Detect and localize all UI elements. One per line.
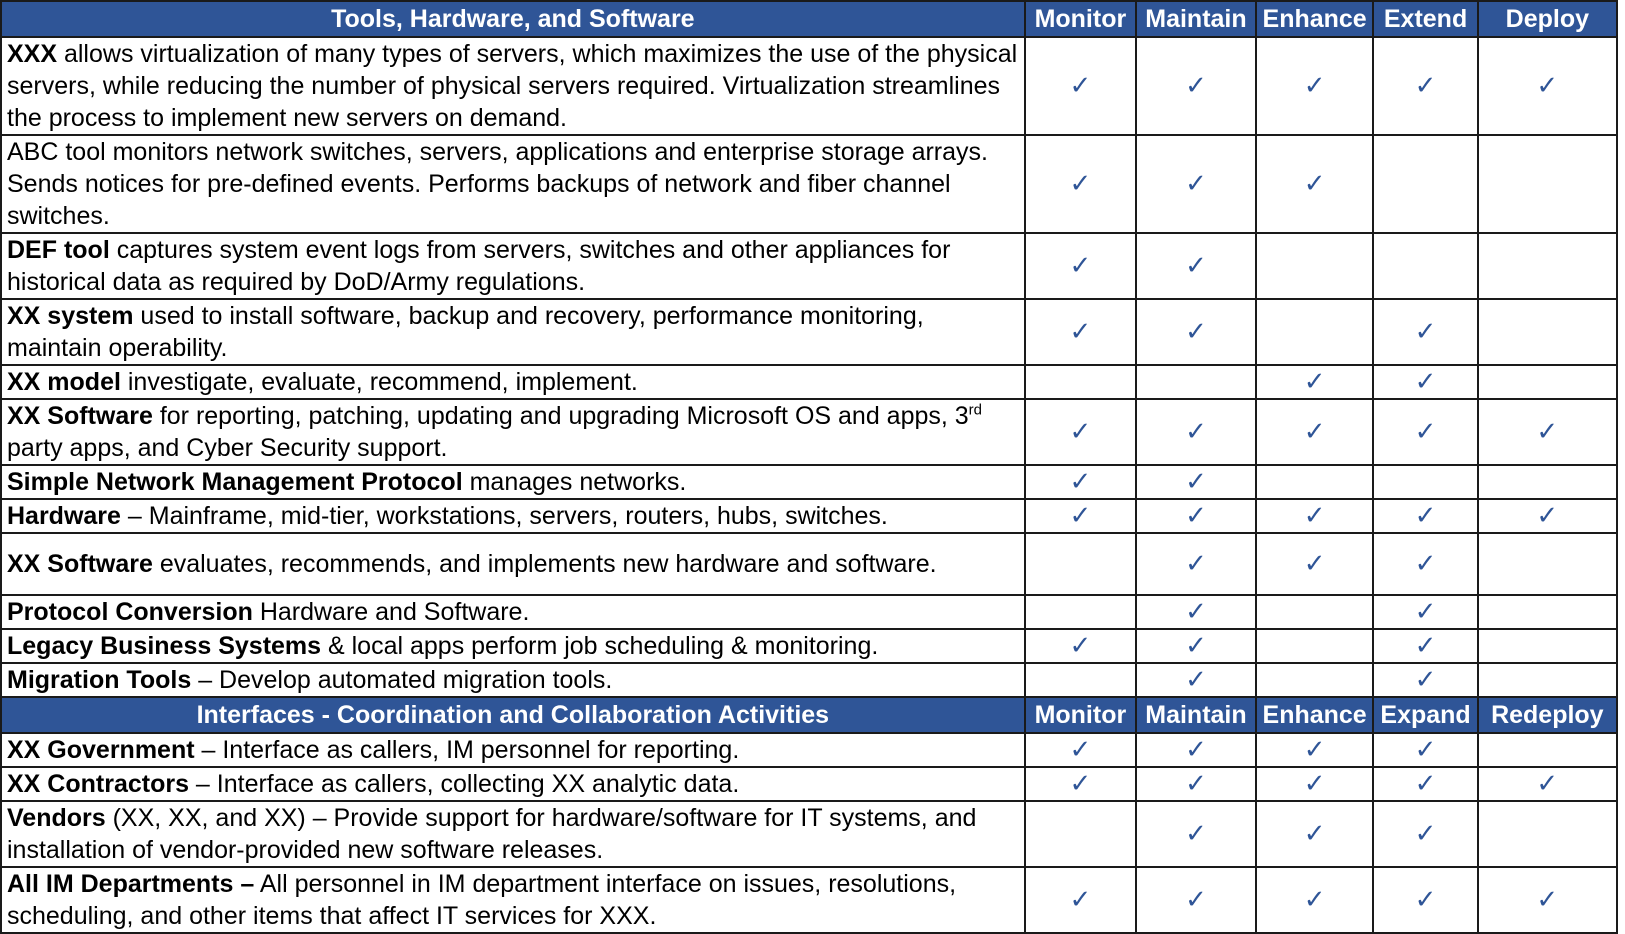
checkmark-icon: ✓ bbox=[1414, 735, 1437, 765]
table-row bbox=[1, 365, 1617, 399]
cell-monitor bbox=[1025, 595, 1136, 629]
cell-maintain bbox=[1136, 867, 1256, 933]
column-header-deploy: Deploy bbox=[1478, 1, 1617, 37]
checkmark-icon: ✓ bbox=[1414, 597, 1437, 627]
row-text: – Interface as callers, IM personnel for reporting. bbox=[194, 736, 740, 764]
row-superscript: rd bbox=[968, 401, 983, 419]
checkmark-icon: ✓ bbox=[1536, 885, 1559, 915]
row-lead: Legacy Business Systems bbox=[7, 632, 322, 660]
cell-expand bbox=[1373, 733, 1477, 767]
cell-monitor bbox=[1025, 37, 1136, 135]
cell-maintain bbox=[1136, 365, 1256, 399]
table-row bbox=[1, 499, 1617, 533]
section-title: Tools, Hardware, and Software bbox=[1, 1, 1025, 37]
checkmark-icon: ✓ bbox=[1414, 769, 1437, 799]
row-description bbox=[1, 299, 1025, 365]
cell-extend bbox=[1373, 135, 1477, 233]
cell-extend bbox=[1373, 299, 1477, 365]
checkmark-icon: ✓ bbox=[1069, 71, 1092, 101]
cell-monitor bbox=[1025, 299, 1136, 365]
row-description bbox=[1, 399, 1025, 465]
checkmark-icon: ✓ bbox=[1414, 819, 1437, 849]
column-header-redeploy: Redeploy bbox=[1478, 697, 1617, 733]
cell-enhance bbox=[1256, 399, 1374, 465]
cell-extend bbox=[1373, 629, 1477, 663]
checkmark-icon: ✓ bbox=[1069, 417, 1092, 447]
row-description bbox=[1, 801, 1025, 867]
checkmark-icon: ✓ bbox=[1303, 417, 1326, 447]
checkmark-icon: ✓ bbox=[1303, 769, 1326, 799]
cell-monitor bbox=[1025, 233, 1136, 299]
row-lead: XX model bbox=[7, 368, 121, 396]
section-title: Interfaces - Coordination and Collaboration Activities bbox=[1, 697, 1025, 733]
row-lead: Migration Tools bbox=[7, 666, 192, 694]
row-text: used to install software, backup and recovery, performance monitoring, maintain operability. bbox=[7, 302, 924, 362]
row-text: allows virtualization of many types of servers, which maximizes the use of the physical servers, while reducing the number of physical servers required. Virtualization streamlines the process to implement new servers on demand. bbox=[7, 40, 1018, 132]
checkmark-icon: ✓ bbox=[1414, 71, 1437, 101]
checkmark-icon: ✓ bbox=[1185, 417, 1207, 447]
cell-expand bbox=[1373, 801, 1477, 867]
row-lead: XX system bbox=[7, 302, 134, 330]
row-text: Hardware and Software. bbox=[252, 598, 530, 626]
checkmark-icon: ✓ bbox=[1069, 317, 1092, 347]
cell-redeploy bbox=[1478, 767, 1617, 801]
checkmark-icon: ✓ bbox=[1185, 251, 1207, 281]
table-row bbox=[1, 533, 1617, 595]
row-lead: DEF tool bbox=[7, 236, 110, 264]
cell-extend bbox=[1373, 499, 1477, 533]
row-description bbox=[1, 733, 1025, 767]
cell-enhance bbox=[1256, 867, 1374, 933]
table-row bbox=[1, 629, 1617, 663]
cell-monitor bbox=[1025, 733, 1136, 767]
cell-maintain bbox=[1136, 733, 1256, 767]
column-header-monitor: Monitor bbox=[1025, 1, 1136, 37]
checkmark-icon: ✓ bbox=[1069, 169, 1092, 199]
cell-extend bbox=[1373, 365, 1477, 399]
column-header-enhance: Enhance bbox=[1256, 1, 1374, 37]
column-header-expand: Expand bbox=[1373, 697, 1477, 733]
cell-monitor bbox=[1025, 135, 1136, 233]
cell-maintain bbox=[1136, 801, 1256, 867]
row-description bbox=[1, 365, 1025, 399]
row-lead: Vendors bbox=[7, 804, 106, 832]
cell-extend bbox=[1373, 233, 1477, 299]
cell-deploy bbox=[1478, 533, 1617, 595]
checkmark-icon: ✓ bbox=[1303, 501, 1326, 531]
table-row bbox=[1, 299, 1617, 365]
cell-monitor bbox=[1025, 801, 1136, 867]
checkmark-icon: ✓ bbox=[1185, 631, 1207, 661]
checkmark-icon: ✓ bbox=[1303, 169, 1326, 199]
checkmark-icon: ✓ bbox=[1303, 885, 1326, 915]
checkmark-icon: ✓ bbox=[1536, 501, 1559, 531]
row-lead: Protocol Conversion bbox=[7, 598, 253, 626]
cell-maintain bbox=[1136, 299, 1256, 365]
checkmark-icon: ✓ bbox=[1185, 597, 1207, 627]
table-row bbox=[1, 767, 1617, 801]
cell-deploy bbox=[1478, 629, 1617, 663]
checkmark-icon: ✓ bbox=[1185, 71, 1207, 101]
cell-enhance bbox=[1256, 801, 1374, 867]
checkmark-icon: ✓ bbox=[1414, 631, 1437, 661]
cell-redeploy bbox=[1478, 801, 1617, 867]
cell-redeploy bbox=[1478, 733, 1617, 767]
cell-extend bbox=[1373, 399, 1477, 465]
checkmark-icon: ✓ bbox=[1414, 549, 1437, 579]
row-description bbox=[1, 233, 1025, 299]
row-description bbox=[1, 37, 1025, 135]
cell-enhance bbox=[1256, 499, 1374, 533]
table-row bbox=[1, 37, 1617, 135]
cell-enhance bbox=[1256, 465, 1374, 499]
cell-enhance bbox=[1256, 37, 1374, 135]
checkmark-icon: ✓ bbox=[1185, 735, 1207, 765]
checkmark-icon: ✓ bbox=[1303, 367, 1326, 397]
cell-deploy bbox=[1478, 399, 1617, 465]
row-text: ABC tool monitors network switches, servers, applications and enterprise storage arrays. Sends notices for pre-defined events. Performs backups of network and fiber channel switches. bbox=[7, 138, 988, 230]
cell-extend bbox=[1373, 465, 1477, 499]
checkmark-icon: ✓ bbox=[1185, 169, 1207, 199]
checkmark-icon: ✓ bbox=[1069, 501, 1092, 531]
cell-deploy bbox=[1478, 465, 1617, 499]
cell-extend bbox=[1373, 595, 1477, 629]
column-header-maintain: Maintain bbox=[1136, 697, 1256, 733]
cell-extend bbox=[1373, 533, 1477, 595]
row-text: – Mainframe, mid-tier, workstations, servers, routers, hubs, switches. bbox=[120, 502, 888, 530]
cell-deploy bbox=[1478, 37, 1617, 135]
checkmark-icon: ✓ bbox=[1185, 317, 1207, 347]
checkmark-icon: ✓ bbox=[1069, 769, 1092, 799]
section-header-row bbox=[1, 697, 1617, 733]
row-lead: Simple Network Management Protocol bbox=[7, 468, 463, 496]
cell-maintain bbox=[1136, 767, 1256, 801]
row-lead: XX Software bbox=[7, 402, 153, 430]
cell-deploy bbox=[1478, 663, 1617, 697]
checkmark-icon: ✓ bbox=[1069, 631, 1092, 661]
cell-redeploy bbox=[1478, 867, 1617, 933]
cell-monitor bbox=[1025, 499, 1136, 533]
table-row bbox=[1, 465, 1617, 499]
table-row bbox=[1, 399, 1617, 465]
cell-maintain bbox=[1136, 629, 1256, 663]
row-description bbox=[1, 767, 1025, 801]
row-description bbox=[1, 663, 1025, 697]
cell-maintain bbox=[1136, 465, 1256, 499]
checkmark-icon: ✓ bbox=[1536, 417, 1559, 447]
cell-maintain bbox=[1136, 135, 1256, 233]
table-row bbox=[1, 663, 1617, 697]
cell-enhance bbox=[1256, 365, 1374, 399]
row-lead: XX Government bbox=[7, 736, 195, 764]
row-lead: XX Software bbox=[7, 550, 153, 578]
cell-maintain bbox=[1136, 399, 1256, 465]
row-lead: Hardware bbox=[7, 502, 121, 530]
checkmark-icon: ✓ bbox=[1303, 549, 1326, 579]
cell-deploy bbox=[1478, 135, 1617, 233]
table-row bbox=[1, 801, 1617, 867]
cell-maintain bbox=[1136, 595, 1256, 629]
cell-enhance bbox=[1256, 663, 1374, 697]
table-row bbox=[1, 733, 1617, 767]
row-text: & local apps perform job scheduling & monitoring. bbox=[321, 632, 879, 660]
checkmark-icon: ✓ bbox=[1414, 317, 1437, 347]
row-lead: All IM Departments – bbox=[7, 870, 255, 898]
checkmark-icon: ✓ bbox=[1069, 467, 1092, 497]
cell-enhance bbox=[1256, 533, 1374, 595]
row-description bbox=[1, 499, 1025, 533]
row-text: captures system event logs from servers, switches and other appliances for historical data as required by DoD/Army regulations. bbox=[7, 236, 951, 296]
checkmark-icon: ✓ bbox=[1303, 819, 1326, 849]
row-description bbox=[1, 465, 1025, 499]
table-row bbox=[1, 135, 1617, 233]
table-row bbox=[1, 233, 1617, 299]
row-text: (XX, XX, and XX) – Provide support for hardware/software for IT systems, and installation of vendor-provided new software releases. bbox=[7, 804, 977, 864]
checkmark-icon: ✓ bbox=[1536, 769, 1559, 799]
checkmark-icon: ✓ bbox=[1303, 71, 1326, 101]
cell-enhance bbox=[1256, 135, 1374, 233]
row-description bbox=[1, 533, 1025, 595]
section-header-row bbox=[1, 1, 1617, 37]
cell-deploy bbox=[1478, 299, 1617, 365]
cell-enhance bbox=[1256, 629, 1374, 663]
checkmark-icon: ✓ bbox=[1185, 885, 1207, 915]
row-description bbox=[1, 595, 1025, 629]
checkmark-icon: ✓ bbox=[1185, 769, 1207, 799]
checkmark-icon: ✓ bbox=[1185, 467, 1207, 497]
cell-maintain bbox=[1136, 533, 1256, 595]
cell-extend bbox=[1373, 663, 1477, 697]
cell-deploy bbox=[1478, 365, 1617, 399]
cell-enhance bbox=[1256, 733, 1374, 767]
cell-deploy bbox=[1478, 499, 1617, 533]
cell-expand bbox=[1373, 867, 1477, 933]
checkmark-icon: ✓ bbox=[1069, 251, 1092, 281]
row-text: – Interface as callers, collecting XX analytic data. bbox=[188, 770, 740, 798]
checkmark-icon: ✓ bbox=[1303, 735, 1326, 765]
cell-enhance bbox=[1256, 233, 1374, 299]
cell-maintain bbox=[1136, 663, 1256, 697]
cell-expand bbox=[1373, 767, 1477, 801]
row-text: manages networks. bbox=[462, 468, 687, 496]
checkmark-icon: ✓ bbox=[1414, 885, 1437, 915]
checkmark-icon: ✓ bbox=[1185, 501, 1207, 531]
cell-monitor bbox=[1025, 399, 1136, 465]
checkmark-icon: ✓ bbox=[1414, 665, 1437, 695]
column-header-extend: Extend bbox=[1373, 1, 1477, 37]
cell-enhance bbox=[1256, 767, 1374, 801]
row-text-continued: party apps, and Cyber Security support. bbox=[7, 434, 448, 462]
cell-enhance bbox=[1256, 299, 1374, 365]
checkmark-icon: ✓ bbox=[1185, 665, 1207, 695]
cell-extend bbox=[1373, 37, 1477, 135]
row-lead: XXX bbox=[7, 40, 58, 68]
checkmark-icon: ✓ bbox=[1414, 367, 1437, 397]
row-description bbox=[1, 867, 1025, 933]
row-text: All personnel in IM department interface on issues, resolutions, scheduling, and other items that affect IT services for XXX. bbox=[7, 870, 957, 930]
cell-monitor bbox=[1025, 465, 1136, 499]
row-description bbox=[1, 629, 1025, 663]
row-text: investigate, evaluate, recommend, implement. bbox=[120, 368, 638, 396]
checkmark-icon: ✓ bbox=[1069, 735, 1092, 765]
table-row bbox=[1, 595, 1617, 629]
checkmark-icon: ✓ bbox=[1414, 417, 1437, 447]
cell-maintain bbox=[1136, 37, 1256, 135]
checkmark-icon: ✓ bbox=[1536, 71, 1559, 101]
row-text: – Develop automated migration tools. bbox=[191, 666, 613, 694]
column-header-enhance: Enhance bbox=[1256, 697, 1374, 733]
cell-monitor bbox=[1025, 867, 1136, 933]
checkmark-icon: ✓ bbox=[1185, 819, 1207, 849]
column-header-monitor: Monitor bbox=[1025, 697, 1136, 733]
row-text: evaluates, recommends, and implements new hardware and software. bbox=[152, 550, 937, 578]
cell-maintain bbox=[1136, 499, 1256, 533]
cell-monitor bbox=[1025, 663, 1136, 697]
row-description bbox=[1, 135, 1025, 233]
row-text: for reporting, patching, updating and upgrading Microsoft OS and apps, 3 bbox=[152, 402, 969, 430]
column-header-maintain: Maintain bbox=[1136, 1, 1256, 37]
cell-enhance bbox=[1256, 595, 1374, 629]
cell-deploy bbox=[1478, 595, 1617, 629]
cell-maintain bbox=[1136, 233, 1256, 299]
row-lead: XX Contractors bbox=[7, 770, 189, 798]
table-row bbox=[1, 867, 1617, 933]
cell-deploy bbox=[1478, 233, 1617, 299]
cell-monitor bbox=[1025, 365, 1136, 399]
cell-monitor bbox=[1025, 767, 1136, 801]
checkmark-icon: ✓ bbox=[1414, 501, 1437, 531]
cell-monitor bbox=[1025, 629, 1136, 663]
checkmark-icon: ✓ bbox=[1069, 885, 1092, 915]
cell-monitor bbox=[1025, 533, 1136, 595]
checkmark-icon: ✓ bbox=[1185, 549, 1207, 579]
